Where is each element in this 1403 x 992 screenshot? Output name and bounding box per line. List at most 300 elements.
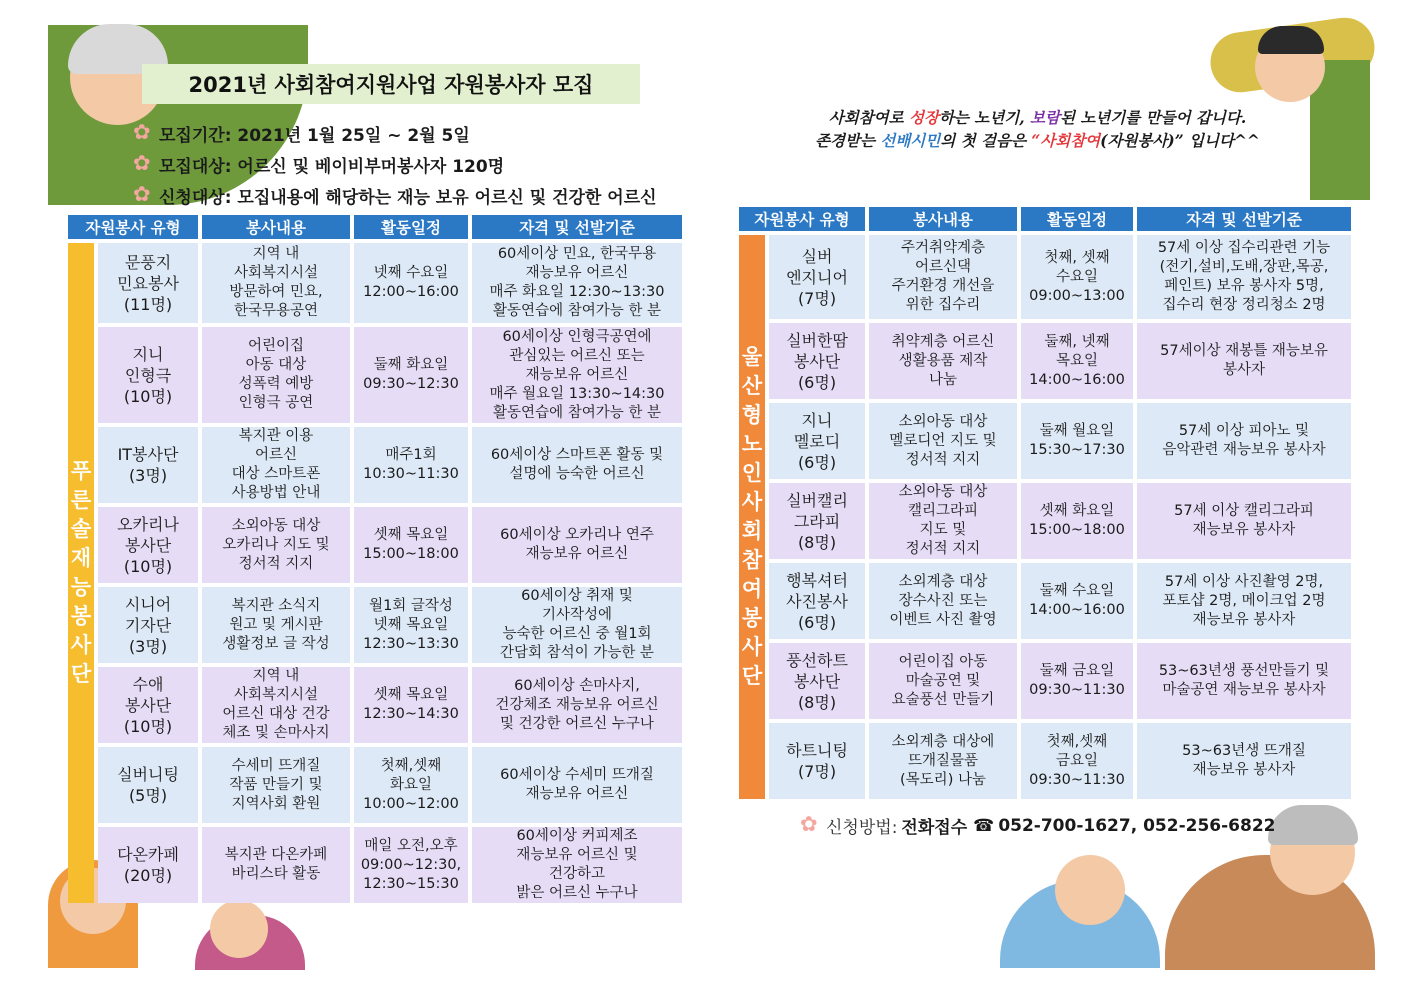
cell-type <box>98 507 198 583</box>
cell-content-line: 지역 내 <box>252 668 300 684</box>
cell-schedule-line: 매일 오전,오후 <box>364 837 458 854</box>
slogan-text: 존경받는 <box>815 131 881 150</box>
cell-type-line: (3명) <box>128 636 168 656</box>
cell-criteria-line: 건강체조 재능보유 어르신 <box>495 696 659 713</box>
cell-type-line: 지니 <box>801 410 833 430</box>
table-header-row <box>739 207 1351 231</box>
cell-criteria-line: 재능보유 어르신 <box>525 265 629 281</box>
cell-content-line: 어르신 <box>254 447 298 463</box>
slogan-highlight: 선배시민 <box>880 131 941 150</box>
cell-type-line: 기자단 <box>124 615 172 635</box>
cell-content <box>869 483 1017 559</box>
cell-content-line: 마술공연 및 <box>905 672 981 689</box>
cell-type-line: 실버니팅 <box>117 765 179 784</box>
group-label-char: 형 <box>741 403 763 427</box>
cell-content-line: 생활용품 제작 <box>898 352 988 369</box>
cell-type-line: (6명) <box>797 452 837 472</box>
info-eligibility <box>133 180 657 211</box>
cell-content <box>202 587 350 663</box>
cell-criteria-line: 60세이상 오카리나 연주 <box>500 527 654 543</box>
info-eligibility-text: 신청대상: 모집내용에 해당하는 재능 보유 어르신 및 건강한 어르신 <box>159 188 657 208</box>
cell-schedule <box>1021 323 1133 399</box>
cell-content <box>202 667 350 743</box>
cell-content-line: 원고 및 게시판 <box>229 616 323 633</box>
cell-type-line: 멜로디 <box>793 431 841 451</box>
cell-schedule-line: 첫째,셋째 <box>380 757 442 774</box>
cell-type-line: (7명) <box>797 762 837 781</box>
cell-schedule-line: 09:00~12:30, <box>360 856 462 873</box>
cell-type-line: 다온카페 <box>117 845 179 864</box>
cell-criteria-line: 60세이상 인형극공연에 <box>502 328 652 345</box>
table-header-row <box>68 215 682 239</box>
cell-criteria-line: 능숙한 어르신 중 월1회 <box>502 626 652 642</box>
cell-schedule-line: 매주1회 <box>385 447 437 463</box>
cell-type <box>769 643 865 719</box>
cell-schedule <box>1021 643 1133 719</box>
table-row <box>68 827 682 903</box>
cell-schedule-line: 둘째, 넷째 <box>1044 333 1110 350</box>
cell-criteria-line: 60세이상 수세미 뜨개질 <box>500 767 654 783</box>
cell-type <box>769 563 865 639</box>
cell-criteria <box>1137 235 1351 319</box>
cell-type-line: 실버한땀 <box>786 330 848 350</box>
cell-content-line: 멜로디언 지도 및 <box>889 432 997 449</box>
header-content: 봉사내용 <box>202 215 350 239</box>
slogan-highlight: 보람 <box>1030 108 1060 127</box>
cell-content <box>869 235 1017 319</box>
table-row <box>68 507 682 583</box>
cell-content <box>202 427 350 503</box>
cell-criteria-line: 57세 이상 사진촬영 2명, <box>1164 573 1324 590</box>
cell-type-line: 엔지니어 <box>786 267 848 287</box>
cell-schedule <box>1021 483 1133 559</box>
cell-type <box>769 483 865 559</box>
cell-schedule <box>354 667 468 743</box>
cell-criteria <box>472 587 682 663</box>
cell-type-line: (11명) <box>123 294 173 314</box>
cell-content <box>869 323 1017 399</box>
group-label-char: 사 <box>70 633 92 657</box>
table-row <box>739 323 1351 399</box>
cell-content-line: 정서적 지지 <box>238 555 314 572</box>
group-label-char: 사 <box>741 635 763 659</box>
cell-type <box>769 403 865 479</box>
cell-schedule-line: 09:30~11:30 <box>1029 682 1125 698</box>
cell-schedule <box>1021 403 1133 479</box>
cell-content <box>869 643 1017 719</box>
table-row <box>739 643 1351 719</box>
cell-schedule <box>354 827 468 903</box>
slogan-line-1 <box>770 106 1305 129</box>
header-schedule: 활동일정 <box>354 215 468 239</box>
cell-content-line: 어린이집 <box>247 338 305 354</box>
cell-criteria <box>472 243 682 323</box>
flower-icon <box>133 186 153 206</box>
cell-criteria-line: 재능보유 어르신 <box>525 786 629 802</box>
cell-criteria-line: 활동연습에 참여가능 한 분 <box>493 404 661 421</box>
group-label-char: 재 <box>70 546 92 570</box>
cell-type-line: 사진봉사 <box>786 591 848 611</box>
cell-content-line: 인형극 공연 <box>238 395 314 411</box>
cell-type-line: 그라피 <box>793 511 841 531</box>
recruit-info <box>133 118 657 211</box>
slogan-text: 하는 노년기, <box>938 108 1031 127</box>
cell-type-line: 실버 <box>801 246 833 266</box>
cell-type <box>98 667 198 743</box>
group-label-char: 단 <box>741 664 763 688</box>
cell-type-line: (10명) <box>123 556 173 576</box>
cell-criteria-line: 집수리 현장 정리청소 2명 <box>1162 297 1326 313</box>
cell-type-line: 실버캘리 <box>786 490 848 510</box>
cell-type <box>98 747 198 823</box>
cell-type <box>769 323 865 399</box>
cell-content-line: 정서적 지지 <box>905 451 981 468</box>
apply-phone-numbers: 052-700-1627, 052-256-6822 <box>998 815 1276 836</box>
apply-label: 신청방법: <box>826 818 898 838</box>
header-criteria: 자격 및 선발기준 <box>1137 207 1351 231</box>
cell-content <box>869 723 1017 799</box>
header-schedule: 활동일정 <box>1021 207 1133 231</box>
phone-icon: ☎ <box>973 815 995 836</box>
cell-content-line: 아동 대상 <box>245 357 307 373</box>
cell-type <box>98 327 198 423</box>
cell-schedule-line: 둘째 월요일 <box>1039 423 1115 439</box>
table-row <box>739 483 1351 559</box>
cell-criteria-line: 재능보유 봉사자 <box>1192 762 1296 778</box>
cell-criteria <box>1137 403 1351 479</box>
cell-criteria-line: 봉사자 <box>1222 362 1266 378</box>
cell-content-line: 사용방법 안내 <box>231 485 321 501</box>
illustration-man-hair <box>1258 26 1324 54</box>
cell-schedule-line: 넷째 수요일 <box>373 265 449 281</box>
cell-type-line: (20명) <box>123 866 173 885</box>
flower-icon <box>133 155 153 175</box>
slogan-line-2 <box>770 129 1305 152</box>
cell-schedule-line: 10:30~11:30 <box>363 466 459 482</box>
cell-criteria-line: 설명에 능숙한 어르신 <box>509 466 645 482</box>
cell-schedule-line: 12:30~13:30 <box>363 635 459 652</box>
cell-type-line: 오카리나 <box>117 514 179 534</box>
cell-schedule-line: 넷째 목요일 <box>373 616 449 633</box>
group-label <box>68 243 94 903</box>
cell-content-line: 지도 및 <box>919 522 967 538</box>
cell-type-line: 문풍지 <box>124 252 172 272</box>
cell-content <box>869 403 1017 479</box>
cell-content-line: 복지관 이용 <box>238 428 314 444</box>
cell-criteria-line: 57세 이상 피아노 및 <box>1178 423 1310 439</box>
cell-type-line: (3명) <box>128 466 168 485</box>
group-label-char: 능 <box>70 575 92 599</box>
cell-schedule <box>1021 235 1133 319</box>
table-row <box>68 243 682 323</box>
cell-type-line: 행복셔터 <box>786 570 848 590</box>
cell-schedule-line: 14:00~16:00 <box>1029 371 1125 388</box>
cell-type <box>98 587 198 663</box>
illustration-girl-face <box>1055 855 1125 925</box>
cell-type-line: 수애 <box>132 674 164 694</box>
cell-type-line: (7명) <box>797 288 837 308</box>
slogan-text: (자원봉사)” <box>1100 131 1184 150</box>
cell-schedule-line: 12:00~16:00 <box>363 284 459 300</box>
table-row <box>739 403 1351 479</box>
cell-schedule-line: 15:00~18:00 <box>363 546 459 562</box>
cell-criteria-line: 57세 이상 집수리관련 기능 <box>1157 240 1331 256</box>
table-row <box>739 563 1351 639</box>
cell-type-line: 봉사단 <box>793 671 841 691</box>
cell-content-line: 바리스타 활동 <box>231 866 321 882</box>
cell-schedule-line: 12:30~14:30 <box>363 706 459 722</box>
cell-schedule-line: 셋째 목요일 <box>373 527 449 543</box>
left-volunteer-table <box>64 211 686 907</box>
cell-schedule <box>354 243 468 323</box>
page-title: 2021년 사회참여지원사업 자원봉사자 모집 <box>142 64 640 104</box>
cell-content <box>202 827 350 903</box>
cell-content-line: 주거환경 개선을 <box>891 278 995 294</box>
illustration-child-face <box>210 900 268 958</box>
cell-content-line: 소외아동 대상 <box>231 517 321 534</box>
cell-schedule <box>1021 723 1133 799</box>
header-content: 봉사내용 <box>869 207 1017 231</box>
cell-criteria-line: 재능보유 어르신 및 <box>516 847 638 863</box>
cell-content <box>869 563 1017 639</box>
cell-type <box>98 827 198 903</box>
cell-schedule-line: 화요일 <box>389 776 433 793</box>
cell-schedule-line: 수요일 <box>1055 268 1099 285</box>
cell-criteria <box>472 667 682 743</box>
cell-type-line: 지니 <box>132 344 164 364</box>
cell-content-line: 사회복지시설 <box>233 687 319 703</box>
cell-type-line: 민요봉사 <box>117 273 179 293</box>
cell-type <box>98 427 198 503</box>
cell-schedule-line: 09:30~11:30 <box>1029 771 1125 788</box>
group-label-char: 산 <box>741 374 763 398</box>
cell-criteria-line: 60세이상 취재 및 <box>521 588 633 604</box>
cell-content-line: 소외계층 대상 <box>898 573 988 590</box>
cell-type-line: 풍선하트 <box>786 650 848 670</box>
cell-content-line: 복지관 다온카페 <box>224 847 328 863</box>
cell-schedule-line: 첫째, 셋째 <box>1044 249 1110 266</box>
cell-content-line: 취약계층 어르신 <box>891 333 995 350</box>
group-label-char: 인 <box>741 461 763 485</box>
cell-content-line: 체조 및 손마사지 <box>222 725 330 741</box>
cell-type-line: (6명) <box>797 372 837 392</box>
group-label-char: 회 <box>741 519 763 543</box>
cell-schedule <box>1021 563 1133 639</box>
cell-criteria-line: 60세이상 손마사지, <box>514 677 640 694</box>
cell-criteria-line: 53~63년생 뜨개질 <box>1182 743 1306 759</box>
cell-criteria-line: 60세이상 커피제조 <box>516 828 638 844</box>
cell-schedule-line: 둘째 금요일 <box>1039 663 1115 679</box>
table-row <box>68 587 682 663</box>
cell-criteria-line: 재능보유 어르신 <box>525 546 629 562</box>
cell-content-line: 주거취약계층 <box>900 240 986 256</box>
table-row <box>739 723 1351 799</box>
cell-criteria-line: 재능보유 어르신 <box>525 366 629 383</box>
group-label-char: 봉 <box>741 606 763 630</box>
cell-criteria <box>1137 563 1351 639</box>
cell-content-line: 작품 만들기 및 <box>229 776 323 793</box>
cell-schedule-line: 첫째,셋째 <box>1046 733 1108 750</box>
group-label-char: 단 <box>70 662 92 686</box>
cell-type-line: (10명) <box>123 386 173 406</box>
cell-criteria-line: 건강하고 <box>548 866 606 882</box>
cell-criteria <box>472 507 682 583</box>
cell-schedule-line: 둘째 화요일 <box>373 357 449 373</box>
flower-icon <box>800 816 820 836</box>
cell-content-line: 대상 스마트폰 <box>231 466 321 482</box>
cell-schedule-line: 15:30~17:30 <box>1029 442 1125 458</box>
cell-criteria-line: 관심있는 어르신 또는 <box>509 347 645 364</box>
flower-icon <box>133 124 153 144</box>
cell-criteria-line: 재능보유 봉사자 <box>1192 611 1296 628</box>
cell-type <box>769 235 865 319</box>
cell-criteria-line: 기사작성에 <box>541 607 613 623</box>
cell-content-line: 방문하여 민요, <box>229 284 323 300</box>
cell-schedule <box>354 507 468 583</box>
cell-content-line: 오카리나 지도 및 <box>222 536 330 553</box>
cell-type-line: (8명) <box>797 532 837 552</box>
table-row <box>739 235 1351 319</box>
cell-schedule-line: 둘째 수요일 <box>1039 583 1115 599</box>
cell-criteria-line: 60세이상 스마트폰 활동 및 <box>490 447 664 463</box>
cell-type-line: 하트니팅 <box>786 741 848 760</box>
cell-criteria-line: 포토샵 2명, 메이크업 2명 <box>1162 592 1326 609</box>
right-volunteer-table <box>735 203 1355 803</box>
cell-content-line: 지역사회 환원 <box>231 795 321 812</box>
info-target-text: 모집대상: 어르신 및 베이비부머봉사자 120명 <box>159 157 505 177</box>
cell-criteria-line: 마술공연 재능보유 봉사자 <box>1162 682 1326 698</box>
cell-criteria <box>1137 323 1351 399</box>
group-label-char: 른 <box>70 488 92 512</box>
group-label-char: 참 <box>741 548 763 572</box>
cell-criteria-line: 매주 월요일 13:30~14:30 <box>489 385 665 402</box>
group-label-char: 솔 <box>70 517 92 541</box>
cell-type-line: 봉사단 <box>124 695 172 715</box>
group-label-char: 봉 <box>70 604 92 628</box>
cell-schedule-line: 셋째 화요일 <box>1039 503 1115 519</box>
table-row <box>68 427 682 503</box>
cell-schedule-line: 15:00~18:00 <box>1029 522 1125 538</box>
cell-content-line: 요술풍선 만들기 <box>891 691 995 708</box>
table-row <box>68 327 682 423</box>
cell-schedule-line: 10:00~12:00 <box>363 795 459 812</box>
cell-content-line: 생활정보 글 작성 <box>222 635 330 652</box>
info-period <box>133 118 657 149</box>
apply-method-value: 전화접수 <box>901 818 968 838</box>
group-label-char: 울 <box>741 345 763 369</box>
slogan <box>770 106 1305 152</box>
cell-content <box>202 747 350 823</box>
cell-criteria-line: 매주 화요일 12:30~13:30 <box>489 284 665 300</box>
cell-schedule-line: 09:30~12:30 <box>363 376 459 392</box>
cell-content-line: 소외아동 대상 <box>898 413 988 430</box>
cell-criteria-line: 활동연습에 참여가능 한 분 <box>493 303 661 319</box>
header-criteria: 자격 및 선발기준 <box>472 215 682 239</box>
cell-content-line: 어르신 대상 건강 <box>222 706 330 722</box>
cell-criteria <box>1137 723 1351 799</box>
cell-content-line: 사회복지시설 <box>233 265 319 281</box>
cell-type-line: (8명) <box>797 692 837 712</box>
cell-criteria-line: 60세이상 민요, 한국무용 <box>497 246 657 262</box>
cell-schedule <box>354 427 468 503</box>
cell-content-line: 복지관 소식지 <box>231 597 321 614</box>
cell-criteria-line: 57세 이상 캘리그라피 <box>1174 503 1314 519</box>
cell-content-line: 소외아동 대상 <box>898 484 988 500</box>
cell-content <box>202 507 350 583</box>
group-label-text <box>68 457 94 689</box>
cell-schedule-line: 09:00~13:00 <box>1029 287 1125 304</box>
cell-criteria-line: 간담회 참석이 가능한 분 <box>500 645 654 661</box>
cell-content-line: 뜨개질물품 <box>907 752 979 769</box>
cell-criteria <box>472 827 682 903</box>
info-period-text: 모집기간: 2021년 1월 25일 ~ 2월 5일 <box>159 126 470 146</box>
cell-schedule-line: 12:30~15:30 <box>363 875 459 892</box>
cell-type <box>769 723 865 799</box>
cell-content-line: 성폭력 예방 <box>238 376 314 392</box>
table-row <box>68 667 682 743</box>
group-label-char: 푸 <box>70 459 92 483</box>
slogan-text: 사회참여로 <box>828 108 909 127</box>
apply-method <box>800 813 1275 838</box>
group-label-char: 노 <box>741 432 763 456</box>
cell-content-line: 한국무용공연 <box>233 303 319 319</box>
cell-criteria-line: 페인트) 보유 봉사자 5명, <box>1164 278 1324 294</box>
cell-schedule <box>354 327 468 423</box>
group-label-text <box>739 343 765 691</box>
illustration-grandfather-hair <box>1268 805 1358 845</box>
slogan-highlight: “사회참여 <box>1031 131 1101 150</box>
cell-content <box>202 327 350 423</box>
cell-schedule-line: 금요일 <box>1055 752 1099 769</box>
cell-content-line: 어르신댁 <box>914 259 972 275</box>
group-label-char: 사 <box>741 490 763 514</box>
slogan-text: 입니다^^ <box>1183 131 1260 150</box>
cell-content-line: 지역 내 <box>252 246 300 262</box>
cell-criteria <box>1137 483 1351 559</box>
table-row <box>68 747 682 823</box>
cell-criteria <box>472 747 682 823</box>
cell-content-line: 위한 집수리 <box>905 297 981 313</box>
cell-criteria-line: 및 건강한 어르신 누구나 <box>500 715 654 732</box>
cell-type-line: (6명) <box>797 612 837 632</box>
cell-content-line: 나눔 <box>928 371 957 388</box>
cell-content-line: 소외계층 대상에 <box>891 733 995 750</box>
cell-criteria-line: 53~63년생 풍선만들기 및 <box>1158 663 1330 679</box>
cell-content-line: 캘리그라피 <box>907 503 979 519</box>
cell-criteria <box>472 427 682 503</box>
group-label <box>739 235 765 799</box>
cell-criteria-line: 재능보유 봉사자 <box>1192 522 1296 538</box>
cell-criteria-line: (전기,설비,도배,장판,목공, <box>1159 259 1329 275</box>
info-target <box>133 149 657 180</box>
group-label-char: 여 <box>741 577 763 601</box>
cell-schedule-line: 셋째 목요일 <box>373 687 449 703</box>
cell-type-line: (10명) <box>123 716 173 736</box>
cell-type-line: 시니어 <box>124 594 172 614</box>
cell-schedule <box>354 747 468 823</box>
cell-type-line: 봉사단 <box>124 535 172 555</box>
cell-type <box>98 243 198 323</box>
cell-schedule-line: 목요일 <box>1055 352 1099 369</box>
cell-criteria <box>1137 643 1351 719</box>
cell-schedule <box>354 587 468 663</box>
cell-content-line: 정서적 지지 <box>905 541 981 557</box>
cell-content-line: 이벤트 사진 촬영 <box>889 611 997 628</box>
cell-content-line: 수세미 뜨개질 <box>231 757 321 774</box>
cell-type-line: (5명) <box>128 786 168 805</box>
header-type: 자원봉사 유형 <box>739 207 865 231</box>
cell-criteria-line: 57세이상 재봉틀 재능보유 <box>1160 343 1328 359</box>
